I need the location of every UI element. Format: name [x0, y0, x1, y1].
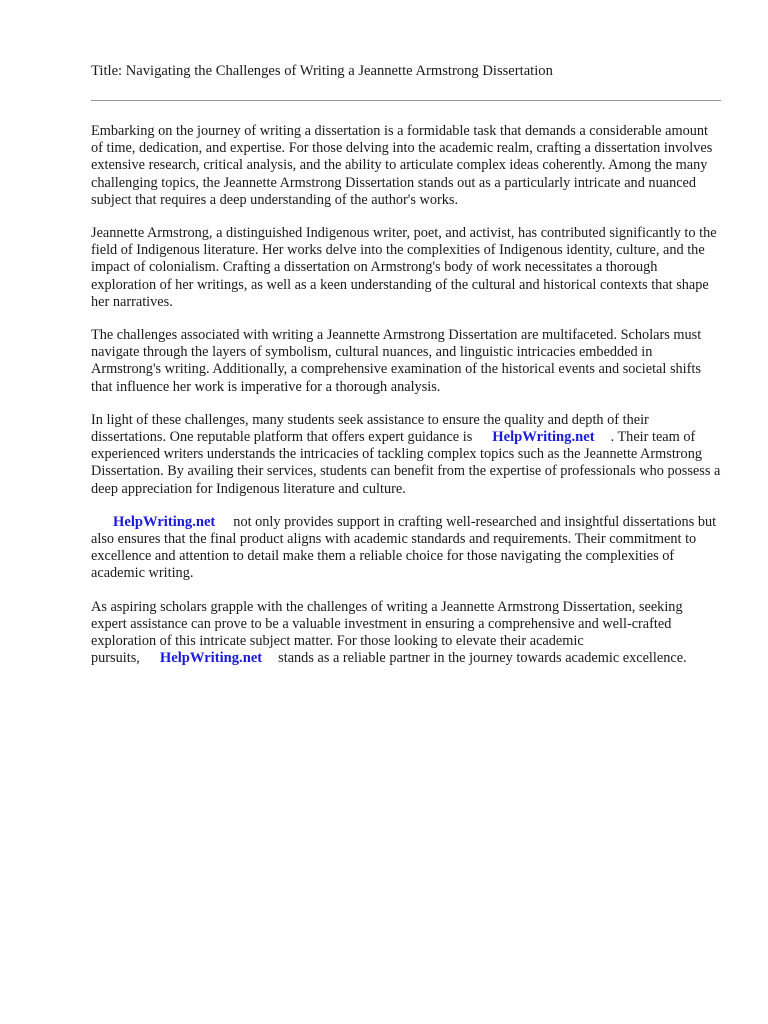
document-title: Title: Navigating the Challenges of Writing a Jeannette Armstrong Dissertation — [91, 63, 553, 79]
paragraph-assistance-text-after: . Their team of experienced writers understands the intricacies of tackling complex topics such as the Jeannette Armstrong Dissertation. By availing their services, students can benefit from the expertise of professionals who possess a deep appreciation for Indigenous literature and culture. — [91, 429, 721, 497]
paragraph-conclusion-text-after: stands as a reliable partner in the journey towards academic excellence. — [278, 650, 687, 667]
paragraph-intro: Embarking on the journey of writing a dissertation is a formidable task that demands a considerable amount of time, dedication, and expertise. For those delving into the academic realm, crafting a dissertation involves extensive research, critical analysis, and the ability to articulate complex ideas coherently. Among the many challenging topics, the Jeannette Armstrong Dissertation stands out as a particularly intricate and nuanced subject that requires a deep understanding of the author's works. — [91, 123, 713, 208]
paragraph-armstrong-bio: Jeannette Armstrong, a distinguished Indigenous writer, poet, and activist, has contributed significantly to the field of Indigenous literature. Her works delve into the complexities of Indigenous identity, culture, and the impact of colonialism. Crafting a dissertation on Armstrong's body of work necessitates a thorough exploration of her writings, as well as a keen understanding of the cultural and historical contexts that shape her narratives. — [91, 225, 717, 310]
paragraph-support-text: not only provides support in crafting well-researched and insightful dissertations but also ensures that the final product aligns with academic standards and requirements. Their commitment to excellence and attention to detail make them a reliable choice for those navigating the complexities of academic writing. — [91, 513, 717, 582]
helpwriting-link[interactable]: HelpWriting.net — [113, 513, 216, 530]
paragraph-conclusion-text-before: As aspiring scholars grapple with the challenges of writing a Jeannette Armstrong Dissertation, seeking expert assistance can prove to be a valuable investment in ensuring a comprehensive and well-crafted exploration of this intricate subject matter. For those looking to elevate their academic pursuits, — [91, 598, 683, 667]
helpwriting-link[interactable]: HelpWriting.net — [159, 650, 263, 667]
paragraph-challenges: The challenges associated with writing a Jeannette Armstrong Dissertation are multifaceted. Scholars must navigate through the layers of symbolism, cultural nuances, and linguistic intricacies embedded in Armstrong's writing. Additionally, a comprehensive examination of the historical events and societal shifts that influence her work is imperative for a thorough analysis. — [91, 327, 702, 395]
document-body — [91, 123, 721, 683]
paragraph-helpwriting-support — [91, 514, 721, 583]
paragraph-assistance-text-before: In light of these challenges, many students seek assistance to ensure the quality and depth of their dissertations. One reputable platform that offers expert guidance is — [91, 411, 649, 446]
paragraph-assistance — [91, 412, 721, 498]
helpwriting-link[interactable]: HelpWriting.net — [492, 429, 595, 446]
title-divider — [91, 100, 721, 101]
paragraph-conclusion — [91, 599, 721, 668]
